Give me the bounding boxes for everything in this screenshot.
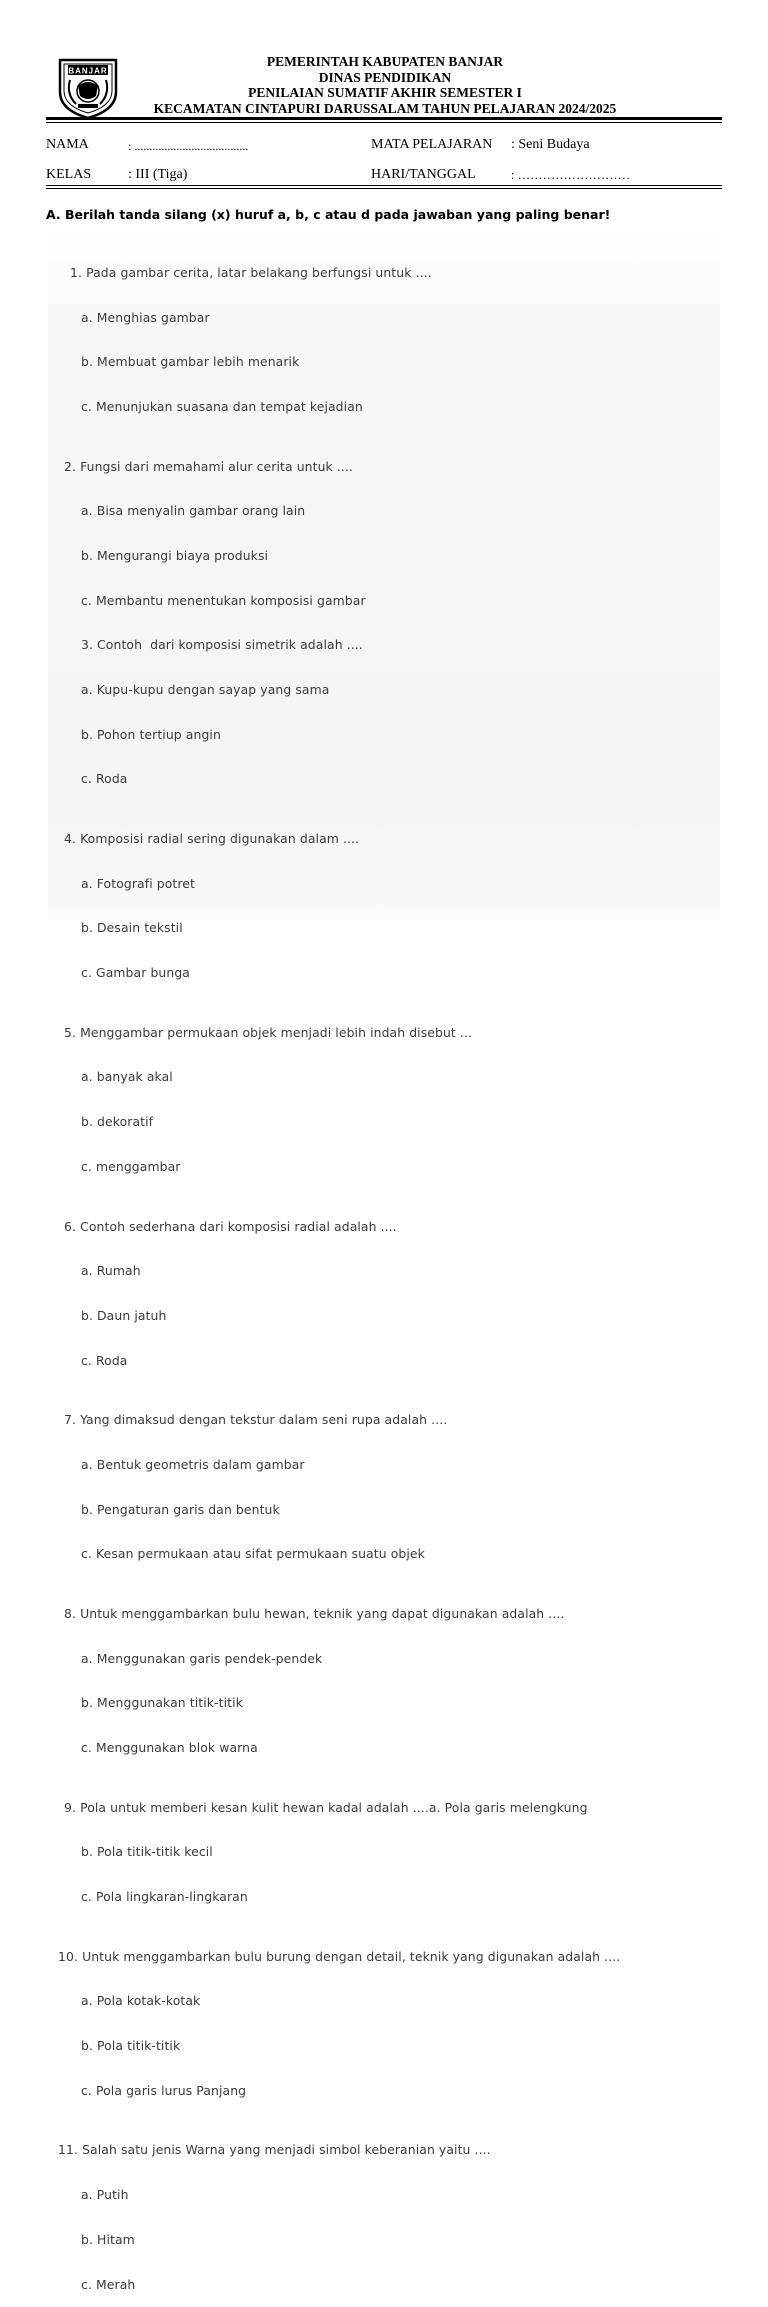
header-line-4: KECAMATAN CINTAPURI DARUSSALAM TAHUN PELAJARAN 2024/2025 <box>153 100 617 116</box>
option-line: c. Kesan permukaan atau sifat permukaan suatu objek <box>81 1546 425 1562</box>
option-line: b. dekoratif <box>81 1114 154 1130</box>
option-line: a. Bentuk geometris dalam gambar <box>81 1456 305 1472</box>
question-1: 1. Pada gambar cerita, latar belakang berfungsi untuk .... <box>70 264 432 280</box>
option-line: b. Pengaturan garis dan bentuk <box>81 1501 280 1517</box>
question-4: 4. Komposisi radial sering digunakan dalam .... <box>64 831 360 847</box>
kelas-label: KELAS <box>46 167 92 182</box>
section-a-instruction: A. Berilah tanda silang (x) huruf a, b, c atau d pada jawaban yang paling benar! <box>46 207 611 222</box>
header-rule-thin <box>46 122 722 123</box>
option-line: a. banyak akal <box>81 1069 173 1085</box>
question-7: 7. Yang dimaksud dengan tekstur dalam seni rupa adalah .... <box>64 1412 448 1428</box>
option-line: b. Daun jatuh <box>81 1307 167 1323</box>
option-line: b. Pohon tertiup angin <box>81 726 221 742</box>
nama-label: NAMA <box>46 137 89 152</box>
option-line: c. Menggunakan blok warna <box>81 1740 258 1756</box>
option-line: a. Menghias gambar <box>81 309 210 325</box>
question-9: 9. Pola untuk memberi kesan kulit hewan kadal adalah ....a. Pola garis melengkung <box>64 1799 588 1815</box>
option-line: a. Fotografi potret <box>81 875 195 891</box>
question-3: 3. Contoh dari komposisi simetrik adalah .... <box>81 637 363 653</box>
option-line: c. Membantu menentukan komposisi gambar <box>81 592 366 608</box>
option-line: b. Membuat gambar lebih menarik <box>81 354 300 370</box>
header-line-2: DINAS PENDIDIKAN <box>318 69 452 85</box>
option-line: c. Merah <box>81 2276 136 2292</box>
option-line: a. Menggunakan garis pendek-pendek <box>81 1650 323 1666</box>
option-line: c. Roda <box>81 1352 128 1368</box>
document-header <box>130 54 640 116</box>
option-line: b. Menggunakan titik-titik <box>81 1695 243 1711</box>
option-line: c. Roda <box>81 771 128 787</box>
option-line: b. Pola titik-titik <box>81 2038 181 2054</box>
option-line: c. menggambar <box>81 1158 181 1174</box>
header-line-1: PEMERINTAH KABUPATEN BANJAR <box>266 54 504 69</box>
question-11: 11. Salah satu jenis Warna yang menjadi simbol keberanian yaitu .... <box>58 2142 491 2158</box>
nama-field[interactable]: : ...................................... <box>128 139 249 153</box>
kelas-value: : III (Tiga) <box>128 167 188 182</box>
svg-text:BANJAR: BANJAR <box>68 66 108 76</box>
mapel-label: MATA PELAJARAN <box>371 137 493 152</box>
option-line: b. Desain tekstil <box>81 920 183 936</box>
header-rule-thick <box>46 117 722 120</box>
hari-label: HARI/TANGGAL <box>371 167 476 182</box>
header-line-3: PENILAIAN SUMATIF AKHIR SEMESTER I <box>248 85 522 100</box>
option-line: a. Putih <box>81 2187 129 2203</box>
question-6: 6. Contoh sederhana dari komposisi radial adalah .... <box>64 1218 397 1234</box>
option-line: c. Pola garis lurus Panjang <box>81 2082 247 2098</box>
option-line: c. Gambar bunga <box>81 965 190 981</box>
info-rule-1 <box>46 185 722 186</box>
question-5: 5. Menggambar permukaan objek menjadi lebih indah disebut ... <box>64 1024 473 1040</box>
option-line: b. Pola titik-titik kecil <box>81 1844 213 1860</box>
option-line: b. Hitam <box>81 2231 135 2247</box>
option-line: a. Kupu-kupu dengan sayap yang sama <box>81 682 330 698</box>
option-line: b. Mengurangi biaya produksi <box>81 547 269 563</box>
option-line: c. Menunjukan suasana dan tempat kejadian <box>81 398 363 414</box>
banjar-emblem-icon <box>56 56 120 120</box>
question-2: 2. Fungsi dari memahami alur cerita untuk .... <box>64 458 353 474</box>
info-rule-2 <box>46 188 722 189</box>
question-10: 10. Untuk menggambarkan bulu burung dengan detail, teknik yang digunakan adalah .... <box>58 1948 621 1964</box>
question-list <box>0 236 620 2307</box>
mapel-value: : Seni Budaya <box>511 137 590 152</box>
option-line: a. Pola kotak-kotak <box>81 1993 201 2009</box>
option-line: a. Rumah <box>81 1263 141 1279</box>
question-8: 8. Untuk menggambarkan bulu hewan, teknik yang dapat digunakan adalah .... <box>64 1605 565 1621</box>
hari-field[interactable]: : ……………………… <box>511 168 631 182</box>
option-line: c. Pola lingkaran-lingkaran <box>81 1889 248 1905</box>
option-line: a. Bisa menyalin gambar orang lain <box>81 503 306 519</box>
